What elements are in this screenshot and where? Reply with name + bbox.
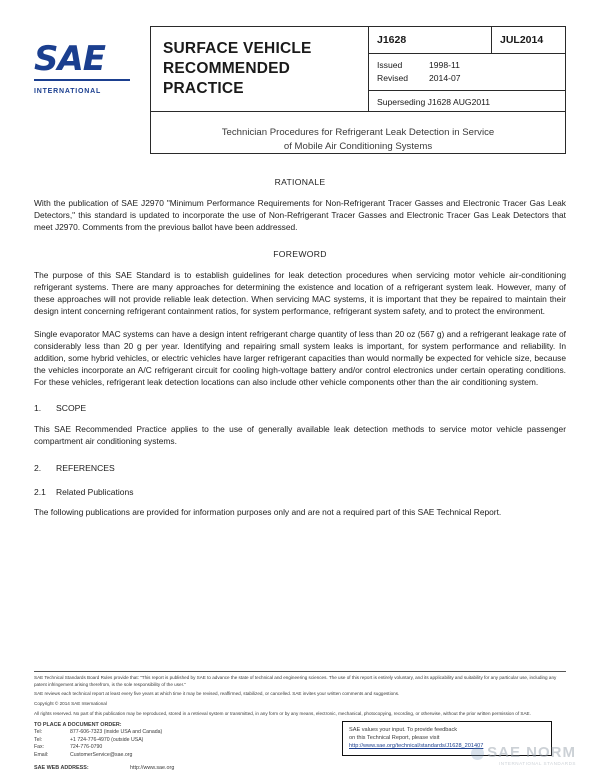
title-line-1: SURFACE VEHICLE [163, 40, 312, 57]
sae-logo-subtitle: INTERNATIONAL [34, 88, 102, 95]
sae-logo-rule [34, 79, 130, 81]
document-body [34, 176, 566, 519]
subject-line-1: Technician Procedures for Refrigerant Leak Detection in Service [221, 127, 495, 138]
section-title-1: SCOPE [56, 403, 87, 414]
revised-value: 2014-07 [429, 73, 461, 84]
section-text-scope: This SAE Recommended Practice applies to the use of generally available leak detection methods to service motor vehicle passenger compartment air conditioning systems. [34, 423, 566, 446]
header-top-row [151, 27, 565, 112]
subsection-heading-related-publications [34, 486, 566, 498]
section-heading-references [34, 462, 566, 474]
order-row [34, 737, 334, 745]
feedback-line-2: on this Technical Report, please visit [349, 734, 440, 741]
watermark-subtitle: INTERNATIONAL STANDARDS [498, 761, 576, 766]
order-value: 877-606-7323 (inside USA and Canada) [70, 728, 163, 735]
issued-row [377, 59, 557, 72]
footer-legal-2: SAE reviews each technical report at least every five years at which time it may be revised, reaffirmed, stabilized, or cancelled. SAE invites your written comments and suggestions. [34, 690, 400, 696]
order-key: Tel: [34, 728, 43, 735]
feedback-box [342, 721, 552, 756]
footer-copyright: Copyright © 2014 SAE International [34, 701, 107, 707]
revised-label: Revised [377, 73, 409, 84]
subject-line-2: of Mobile Air Conditioning Systems [283, 141, 433, 153]
header-box [150, 26, 566, 154]
section-heading-scope [34, 402, 566, 414]
section-number-2: 2. [34, 462, 42, 473]
document-subject [151, 112, 565, 167]
foreword-heading: FOREWORD [273, 248, 327, 259]
section-number-1: 1. [34, 403, 42, 414]
superseding-note: Superseding J1628 AUG2011 [377, 96, 491, 107]
header-id-row [369, 27, 565, 54]
web-address-row [34, 764, 334, 772]
header-meta [368, 27, 565, 111]
footer-legal-1: SAE Technical Standards Board Rules provide that: "This report is published by SAE to advance the state of technical and engineering sciences. The use of this report is entirely voluntary, and its applicability and suitability for any particular use, including any patent infringement arising therefrom, is the sole responsibility of the user." [34, 675, 557, 687]
document-footer [34, 671, 566, 772]
document-header [34, 26, 566, 154]
order-value: +1 724-776-4970 (outside USA) [70, 736, 144, 743]
feedback-link[interactable]: http://www.sae.org/technical/standards/J1628_201407 [349, 743, 484, 750]
order-title: TO PLACE A DOCUMENT ORDER: [34, 721, 122, 728]
rationale-paragraph: With the publication of SAE J2970 "Minimum Performance Requirements for Non-Refrigerant Tracer Gasses and Electronic Tracer Gas Leak Detectors," this standard is updated to incorporate the use of Non-Refrigerant Tracer Gasses and Electronic Tracer Gas Leak Detectors that meet J2970. Comments from the previous ballot have been addressed. [34, 198, 566, 233]
document-number: J1628 [377, 34, 407, 46]
order-key: Fax: [34, 744, 45, 751]
watermark-text: SAE NORM [487, 744, 576, 761]
web-address-link[interactable]: http://www.sae.org [130, 764, 175, 771]
web-address-label: SAE WEB ADDRESS: [34, 764, 89, 771]
order-email[interactable]: CustomerService@sae.org [70, 752, 133, 759]
order-key: Tel: [34, 736, 43, 743]
rationale-heading: RATIONALE [274, 177, 326, 187]
order-value: 724-776-0790 [70, 744, 103, 751]
order-row [34, 729, 334, 737]
revision-info [369, 54, 565, 91]
issued-label: Issued [377, 60, 403, 70]
foreword-paragraph-1: The purpose of this SAE Standard is to establish guidelines for leak detection procedures when servicing motor vehicle air-conditioning refrigerant systems. There are many approaches for determining the existence and location of a refrigerant system leak. However, many of these approaches will not provide reliable leak detection. When servicing MAC systems, it is important that they be repaired to maintain their design intent concerning refrigerant containment ratios, for system performance, refrigerant system safety, and to protect the environment. [34, 270, 566, 316]
subsection-text: The following publications are provided for information purposes only and are not a required part of this SAE Technical Report. [34, 506, 502, 517]
order-key: Email: [34, 752, 49, 759]
sae-logo [34, 26, 138, 154]
subsection-number: 2.1 [34, 486, 46, 497]
order-row [34, 752, 334, 760]
subsection-title: Related Publications [56, 486, 134, 497]
section-title-2: REFERENCES [56, 462, 115, 473]
issued-value: 1998-11 [429, 60, 460, 70]
footer-legal-3: All rights reserved. No part of this publication may be reproduced, stored in a retrieval system or transmitted, in any form or by any means, electronic, mechanical, photocopying, recording, or otherwise, without the prior written permission of SAE. [34, 710, 531, 716]
document-date: JUL2014 [491, 27, 565, 53]
title-line-2: RECOMMENDED PRACTICE [163, 60, 291, 98]
document-type-title [151, 27, 368, 111]
footer-columns [34, 721, 566, 772]
order-row [34, 744, 334, 752]
footer-divider [34, 671, 566, 672]
foreword-paragraph-2: Single evaporator MAC systems can have a design intent refrigerant charge quantity of less than 20 oz (567 g) and a refrigerant leakage rate of considerably less than 20 g per year. Identifying and repairing small system leaks is important, for system performance and reliability. In addition, some hybrid vehicles, or electric vehicles have larger refrigerant capacities than would normally be expected for vehicle size, because the vehicles incorporate an A/C refrigerant circuit for cooling high-voltage battery and/or control electronics under certain operating conditions. For these vehicles, refrigerant leak detection locations can also include other vehicle components other than the air conditioning system. [34, 328, 566, 387]
revised-row [377, 72, 557, 85]
feedback-line-1: SAE values your input. To provide feedback [349, 726, 458, 733]
order-information [34, 721, 334, 772]
sae-logo-text: SAE [34, 39, 106, 79]
